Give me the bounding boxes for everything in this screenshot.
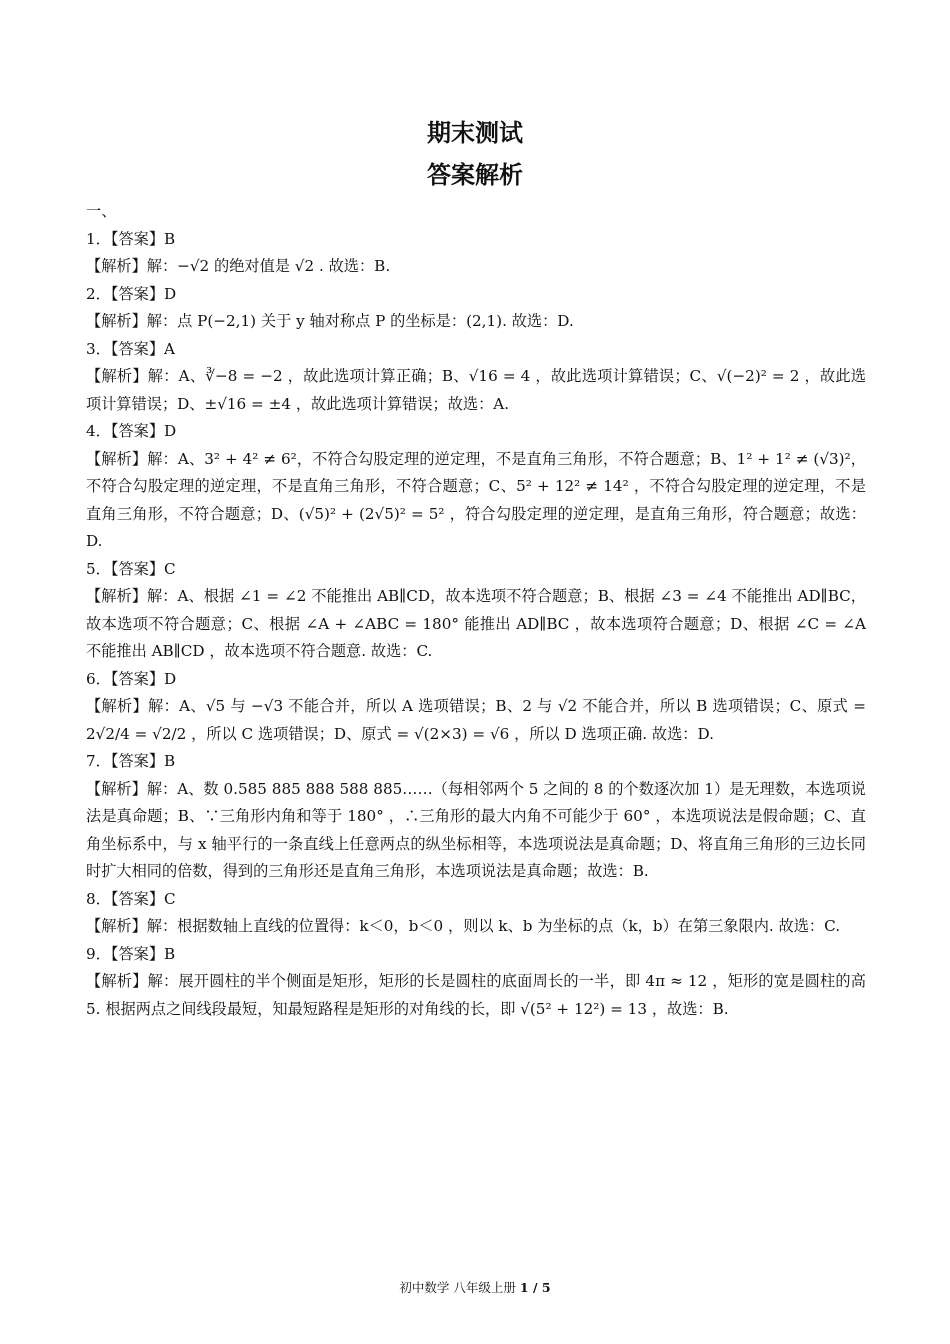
explanation-1: 【解析】解：−√2 的绝对值是 √2 . 故选：B. bbox=[86, 257, 391, 275]
explanation-6: 【解析】解：A、√5 与 −√3 不能合并，所以 A 选项错误；B、2 与 √2 不能合并，所以 B 选项错误；C、原式 = 2√2/4 = √2/2 ，所以 C 选项错误；D、原式 = √(2×3) = √6 ，所以 D 选项正确. 故选：D. bbox=[86, 697, 866, 743]
answer-4: 4．【答案】D bbox=[86, 422, 177, 440]
explanation-5: 【解析】解：A、根据 ∠1 = ∠2 不能推出 AB∥CD，故本选项不符合题意；B、根据 ∠3 = ∠4 不能推出 AD∥BC，故本选项不符合题意；C、根据 ∠A + ∠ABC = 180° 能推出 AD∥BC ，故本选项符合题意；D、根据 ∠C = ∠A 不能推出 AB∥CD ，故本选项不符合题意. 故选：C. bbox=[86, 587, 866, 660]
explanation-9: 【解析】解：展开圆柱的半个侧面是矩形，矩形的长是圆柱的底面周长的一半，即 4π ≈ 12 ，矩形的宽是圆柱的高 5. 根据两点之间线段最短，知最短路程是矩形的对角线的长，即 √(5² + 12²) = 13 ，故选：B. bbox=[86, 972, 866, 1018]
explanation-2: 【解析】解：点 P(−2,1) 关于 y 轴对称点 P 的坐标是：(2,1). 故选：D. bbox=[86, 312, 574, 330]
footer-course: 初中数学 八年级上册 bbox=[399, 1280, 516, 1295]
answer-2: 2．【答案】D bbox=[86, 284, 177, 303]
answer-9: 9．【答案】B bbox=[86, 944, 176, 963]
footer-page-number: 1 / 5 bbox=[519, 1280, 551, 1295]
answer-7: 7．【答案】B bbox=[86, 752, 176, 770]
section-heading: 一、 bbox=[86, 202, 117, 220]
explanation-8: 【解析】解：根据数轴上直线的位置得：k＜0，b＜0 ，则以 k、b 为坐标的点（k，b）在第三象限内. 故选：C. bbox=[86, 917, 841, 935]
page-title: 期末测试 bbox=[427, 119, 523, 147]
explanation-4: 【解析】解：A、3² + 4² ≠ 6²，不符合勾股定理的逆定理，不是直角三角形，不符合题意；B、1² + 1² ≠ (√3)²，不符合勾股定理的逆定理，不是直角三角形，不符合题意；C、5² + 12² ≠ 14² ，不符合勾股定理的逆定理，不是直角三角形，不符合题意；D、(√5)² + (2√5)² = 5² ，符合勾股定理的逆定理，是直角三角形，符合题意；故选：D. bbox=[86, 449, 866, 550]
page-subtitle: 答案解析 bbox=[427, 161, 523, 189]
answer-3: 3．【答案】A bbox=[86, 339, 175, 358]
answer-8: 8．【答案】C bbox=[86, 889, 176, 908]
page-footer bbox=[0, 1274, 950, 1302]
explanation-7: 【解析】解：A、数 0.585 885 888 588 885……（每相邻两个 5 之间的 8 的个数逐次加 1）是无理数，本选项说法是真命题；B、∵三角形内角和等于 180° ，∴三角形的最大内角不可能少于 60° ，本选项说法是假命题；C、直角坐标系中，与 x 轴平行的一条直线上任意两点的纵坐标相等，本选项说法是真命题；D、将直角三角形的三边长同时扩大相同的倍数，得到的三角形还是直角三角形，本选项说法是真命题；故选：B. bbox=[86, 779, 866, 880]
explanation-3: 【解析】解：A、∛−8 = −2 ，故此选项计算正确；B、√16 = 4 ，故此选项计算错误；C、√(−2)² = 2 ，故此选项计算错误；D、±√16 = ±4 ，故此选项计算错误；故选：A. bbox=[86, 367, 866, 413]
answer-6: 6．【答案】D bbox=[86, 669, 177, 688]
answer-content bbox=[86, 198, 866, 1023]
answer-1: 1．【答案】B bbox=[86, 229, 176, 248]
answer-5: 5．【答案】C bbox=[86, 559, 176, 578]
